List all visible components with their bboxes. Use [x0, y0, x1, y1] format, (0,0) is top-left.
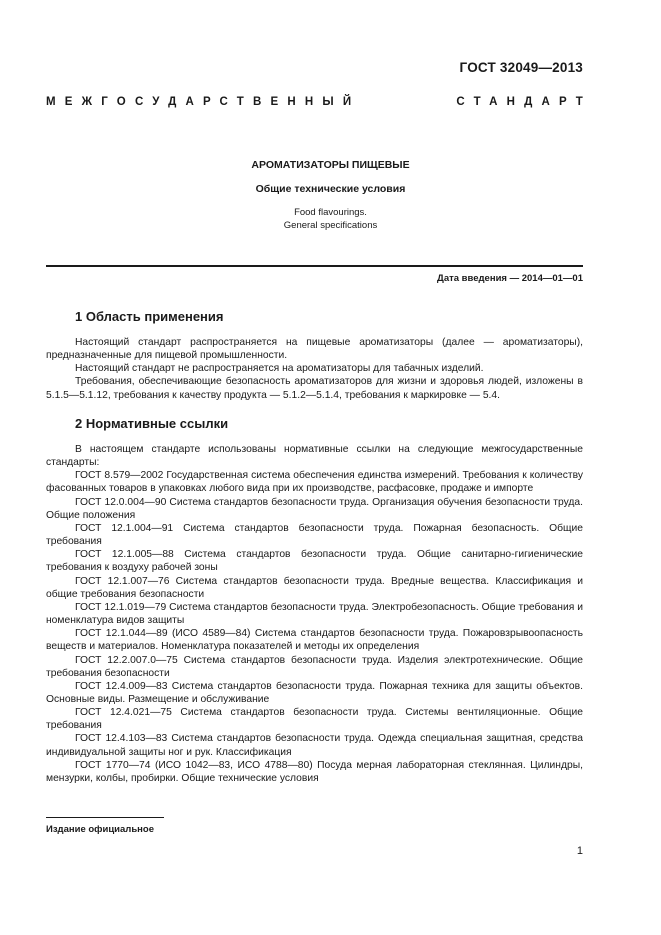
section-1-title: 1 Область применения: [75, 309, 224, 324]
paragraph: Настоящий стандарт распространяется на пищевые ароматизаторы (далее — ароматизаторы), предназначенные для пищевой промышленности.: [46, 337, 583, 362]
standard-word: СТАНДАРТ: [456, 96, 592, 108]
document-title-english: [0, 206, 661, 232]
introduction-date: Дата введения — 2014—01—01: [437, 273, 583, 284]
reference-item: ГОСТ 12.0.004—90 Система стандартов безопасности труда. Организация обучения безопасности труда. Общие положения: [46, 496, 583, 521]
document-subtitle: Общие технические условия: [255, 183, 406, 195]
footer-divider: [46, 817, 164, 818]
reference-item: ГОСТ 12.1.004—91 Система стандартов безопасности труда. Пожарная безопасность. Общие требования: [46, 522, 583, 548]
interstate-word: МЕЖГОСУДАРСТВЕННЫЙ: [46, 96, 361, 108]
paragraph: Требования, обеспечивающие безопасность ароматизаторов для жизни и здоровья людей, изложены в 5.1.5—5.1.12, требования к качеству продукта — 5.1.2—5.1.4, требования к маркировке — 5.4.: [46, 376, 583, 401]
section-1-body: [46, 336, 583, 402]
paragraph: В настоящем стандарте использованы нормативные ссылки на следующие межгосударственные стандарты:: [46, 444, 583, 469]
section-2-body: [46, 443, 583, 785]
title-english-line: Food flavourings.: [294, 207, 367, 218]
reference-item: ГОСТ 12.4.103—83 Система стандартов безопасности труда. Одежда специальная защитная, средства индивидуальной защиты ног и рук. Классификация: [46, 733, 583, 758]
reference-item: ГОСТ 12.4.009—83 Система стандартов безопасности труда. Пожарная техника для защиты объектов. Основные виды. Размещение и обслуживание: [46, 680, 583, 705]
paragraph: Настоящий стандарт не распространяется на ароматизаторы для табачных изделий.: [75, 363, 484, 375]
document-code: ГОСТ 32049—2013: [459, 60, 583, 75]
reference-item: ГОСТ 12.1.005—88 Система стандартов безопасности труда. Общие санитарно-гигиенические требования к воздуху рабочей зоны: [46, 549, 583, 574]
reference-item: ГОСТ 12.1.044—89 (ИСО 4589—84) Система стандартов безопасности труда. Пожаровзрывоопасность веществ и материалов. Номенклатура показателей и методы их определения: [46, 628, 583, 653]
reference-item: ГОСТ 12.4.021—75 Система стандартов безопасности труда. Системы вентиляционные. Общие требования: [46, 707, 583, 732]
page-number: 1: [576, 845, 583, 857]
reference-item: ГОСТ 12.1.019—79 Система стандартов безопасности труда. Электробезопасность. Общие требования и номенклатура видов защиты: [46, 601, 583, 627]
title-english-line: General specifications: [283, 220, 378, 231]
interstate-standard-heading: [46, 96, 592, 108]
reference-item: ГОСТ 1770—74 (ИСО 1042—83, ИСО 4788—80) Посуда мерная лабораторная стеклянная. Цилиндры, мензурки, колбы, пробирки. Общие технические условия: [46, 759, 583, 784]
header-divider: [46, 265, 583, 267]
document-title: АРОМАТИЗАТОРЫ ПИЩЕВЫЕ: [251, 159, 410, 171]
reference-item: ГОСТ 12.2.007.0—75 Система стандартов безопасности труда. Изделия электротехнические. Общие требования безопасности: [46, 654, 583, 679]
section-2-title: 2 Нормативные ссылки: [75, 416, 229, 431]
reference-item: ГОСТ 8.579—2002 Государственная система обеспечения единства измерений. Требования к количеству фасованных товаров в упаковках любого вида при их производстве, расфасовке, продаже и импорте: [46, 470, 583, 495]
official-edition-label: Издание официальное: [46, 824, 154, 835]
reference-item: ГОСТ 12.1.007—76 Система стандартов безопасности труда. Вредные вещества. Классификация и общие требования безопасности: [46, 575, 583, 600]
